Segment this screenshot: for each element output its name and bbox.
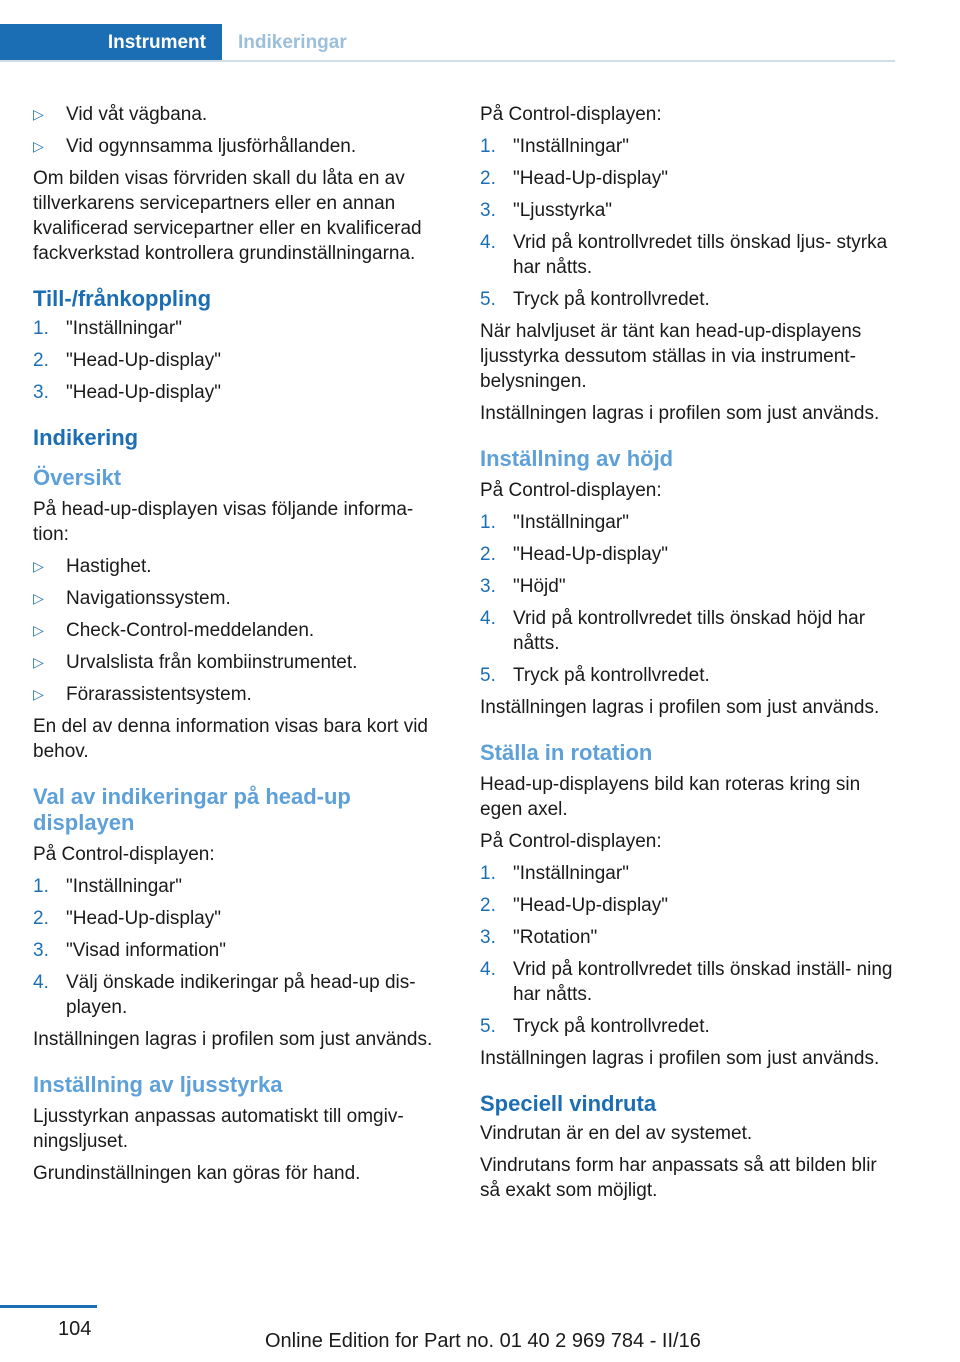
paragraph: Grundinställningen kan göras för hand. xyxy=(33,1163,361,1184)
list-item: 4. Välj önskade indikeringar på head-up dis‐ playen. xyxy=(33,972,416,1018)
list-item: 3. "Höjd" xyxy=(480,576,566,597)
paragraph: På Control-displayen: xyxy=(480,480,662,501)
triangle-bullet-icon: ▷ xyxy=(33,106,44,122)
heading-indikering: Indikering xyxy=(33,425,139,450)
right-column xyxy=(480,102,900,1210)
list-item: 3. "Rotation" xyxy=(480,927,598,948)
paragraph: På head-up-displayen visas följande informa‐ tion: xyxy=(33,499,414,545)
list-item: 1. "Inställningar" xyxy=(480,136,629,157)
list-item: 3. "Ljusstyrka" xyxy=(480,200,613,221)
numbered-list-ljus xyxy=(480,134,900,312)
list-item: ▷ Vid ogynnsamma ljusförhållanden. xyxy=(33,136,357,157)
page-header xyxy=(0,24,895,62)
list-item: 1. "Inställningar" xyxy=(33,876,182,897)
triangle-bullet-icon: ▷ xyxy=(33,622,44,638)
triangle-bullet-icon: ▷ xyxy=(33,686,44,702)
paragraph: Inställningen lagras i profilen som just används. xyxy=(33,1029,433,1050)
footer-divider xyxy=(0,1305,97,1308)
list-item: 2. "Head-Up-display" xyxy=(480,544,668,565)
paragraph: På Control-displayen: xyxy=(480,104,662,125)
list-item: 4. Vrid på kontrollvredet tills önskad höjd har nåtts. xyxy=(480,608,866,654)
list-item: 5. Tryck på kontrollvredet. xyxy=(480,289,710,310)
triangle-bullet-icon: ▷ xyxy=(33,654,44,670)
left-column xyxy=(33,102,453,1193)
list-item: ▷ Check-Control-meddelanden. xyxy=(33,620,315,641)
list-item: ▷ Urvalslista från kombiinstrumentet. xyxy=(33,652,358,673)
list-item: ▷ Förarassistentsystem. xyxy=(33,684,252,705)
heading-installning-hojd: Inställning av höjd xyxy=(480,446,674,471)
list-item: ▷ Hastighet. xyxy=(33,556,152,577)
heading-oversikt: Översikt xyxy=(33,465,122,490)
heading-stalla-in-rotation: Ställa in rotation xyxy=(480,740,653,765)
heading-installning-ljusstyrka: Inställning av ljusstyrka xyxy=(33,1072,283,1097)
paragraph: När halvljuset är tänt kan head-up-displayens ljusstyrka dessutom ställas in via instrument‐ belysningen. xyxy=(480,321,862,392)
list-item: ▷ Vid våt vägbana. xyxy=(33,104,208,125)
list-item: 4. Vrid på kontrollvredet tills önskad inställ‐ ning har nåtts. xyxy=(480,959,893,1005)
paragraph: Inställningen lagras i profilen som just används. xyxy=(480,1048,880,1069)
list-item: 2. "Head-Up-display" xyxy=(480,168,668,189)
header-divider xyxy=(0,60,895,62)
tab-instrument[interactable]: Instrument xyxy=(0,24,222,62)
list-item: 1. "Inställningar" xyxy=(480,512,629,533)
list-item: 2. "Head-Up-display" xyxy=(33,908,221,929)
edition-text: Online Edition for Part no. 01 40 2 969 784 - II/16 xyxy=(265,1330,701,1352)
list-item: ▷ Navigationssystem. xyxy=(33,588,231,609)
list-item: 2. "Head-Up-display" xyxy=(480,895,668,916)
page-number: 104 xyxy=(58,1318,92,1340)
numbered-list-till xyxy=(33,316,453,405)
paragraph: Vindrutan är en del av systemet. xyxy=(480,1123,753,1144)
triangle-bullet-icon: ▷ xyxy=(33,558,44,574)
tab-indikeringar[interactable]: Indikeringar xyxy=(238,32,347,53)
paragraph: På Control-displayen: xyxy=(480,831,662,852)
paragraph: På Control-displayen: xyxy=(33,844,215,865)
paragraph: Vindrutans form har anpassats så att bilden blir så exakt som möjligt. xyxy=(480,1155,877,1201)
list-item: 1. "Inställningar" xyxy=(480,863,629,884)
heading-val-av-indikeringar: Val av indikeringar på head-up displayen xyxy=(33,784,351,835)
triangle-bullet-icon: ▷ xyxy=(33,138,44,154)
list-item: 5. Tryck på kontrollvredet. xyxy=(480,665,710,686)
paragraph: Inställningen lagras i profilen som just används. xyxy=(480,403,880,424)
numbered-list-rotation xyxy=(480,861,900,1039)
list-item: 4. Vrid på kontrollvredet tills önskad ljus‐ styrka har nåtts. xyxy=(480,232,888,278)
paragraph: En del av denna information visas bara kort vid behov. xyxy=(33,716,428,762)
list-item: 5. Tryck på kontrollvredet. xyxy=(480,1016,710,1037)
numbered-list-val xyxy=(33,874,453,1020)
list-item: 2. "Head-Up-display" xyxy=(33,350,221,371)
paragraph: Ljusstyrkan anpassas automatiskt till omgiv‐ ningsljuset. xyxy=(33,1106,404,1152)
numbered-list-hojd xyxy=(480,510,900,688)
heading-till-franskoppling: Till-/frånkoppling xyxy=(33,286,212,311)
heading-speciell-vindruta: Speciell vindruta xyxy=(480,1091,657,1116)
list-item: 3. "Head-Up-display" xyxy=(33,382,221,403)
bullet-list-top xyxy=(33,102,453,159)
paragraph: Inställningen lagras i profilen som just används. xyxy=(480,697,880,718)
paragraph: Om bilden visas förvriden skall du låta en av tillverkarens servicepartners eller en annan kvalificerad servicepartner eller en kvalificerad fackverkstad kontrollera grundinställningarna. xyxy=(33,168,422,264)
list-item: 1. "Inställningar" xyxy=(33,318,182,339)
bullet-list-oversikt xyxy=(33,554,453,707)
list-item: 3. "Visad information" xyxy=(33,940,226,961)
triangle-bullet-icon: ▷ xyxy=(33,590,44,606)
paragraph: Head-up-displayens bild kan roteras kring sin egen axel. xyxy=(480,774,861,820)
